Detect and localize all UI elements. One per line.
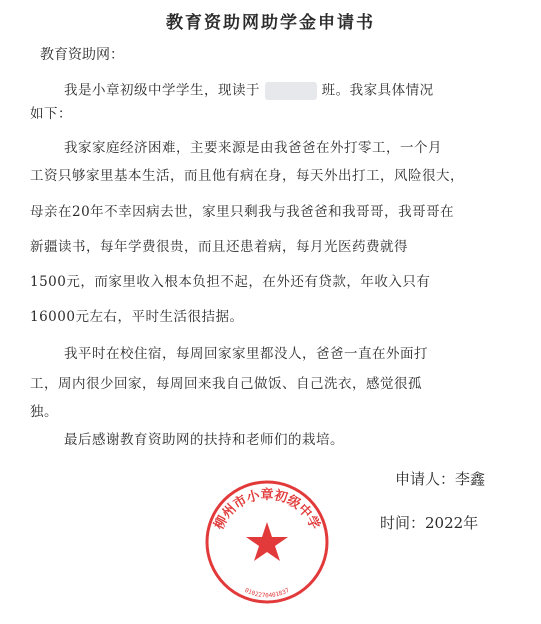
signature-name: 李鑫	[455, 470, 486, 488]
date-label: 时间：	[380, 514, 426, 532]
school-seal-stamp	[203, 478, 331, 606]
intro-line-2: 如下：	[30, 106, 72, 122]
letter-title: 教育资助网助学金申请书	[166, 13, 375, 33]
para1-line-5: 1500元，而家里收入根本负担不起，在外还有贷款，年收入只有	[30, 274, 431, 290]
para1-line-4: 新疆读书，每年学费很贵，而且还患着病，每月光医药费就得	[30, 239, 408, 255]
para1-line-6: 16000元左右，平时生活很拮据。	[30, 309, 244, 325]
date-line	[380, 512, 478, 533]
para1-line-3: 母亲在20年不幸因病去世，家里只剩我与我爸爸和我哥哥，我哥哥在	[30, 204, 455, 220]
star-icon	[246, 522, 288, 561]
redacted-class-name	[265, 82, 317, 100]
signature-line	[395, 468, 485, 489]
stamp-number: 0102270401837	[243, 586, 291, 600]
para2-line-3: 独。	[30, 404, 58, 420]
intro-line-1-prefix: 我是小章初级中学学生，现读于	[64, 82, 260, 99]
intro-line-1-suffix: 班。我家具体情况	[321, 82, 434, 99]
signature-label: 申请人：	[395, 470, 456, 488]
para2-line-1: 我平时在校住宿，每周回家家里都没人，爸爸一直在外面打	[64, 346, 428, 362]
date-value: 2022年	[425, 514, 479, 532]
stamp-school-name: 柳州市小章初级中学	[211, 487, 323, 533]
para2-line-2: 工，周内很少回家，每周回来我自己做饭、自己洗衣，感觉很孤	[30, 376, 422, 392]
para1-line-2: 工资只够家里基本生活，而且他有病在身，每天外出打工，风险很大，	[30, 168, 464, 184]
para1-line-1: 我家家庭经济困难，主要来源是由我爸爸在外打零工，一个月	[64, 140, 442, 156]
salutation: 教育资助网：	[40, 47, 124, 63]
closing-line: 最后感谢教育资助网的扶持和老师们的栽培。	[64, 432, 344, 448]
intro-line-1	[64, 82, 434, 100]
